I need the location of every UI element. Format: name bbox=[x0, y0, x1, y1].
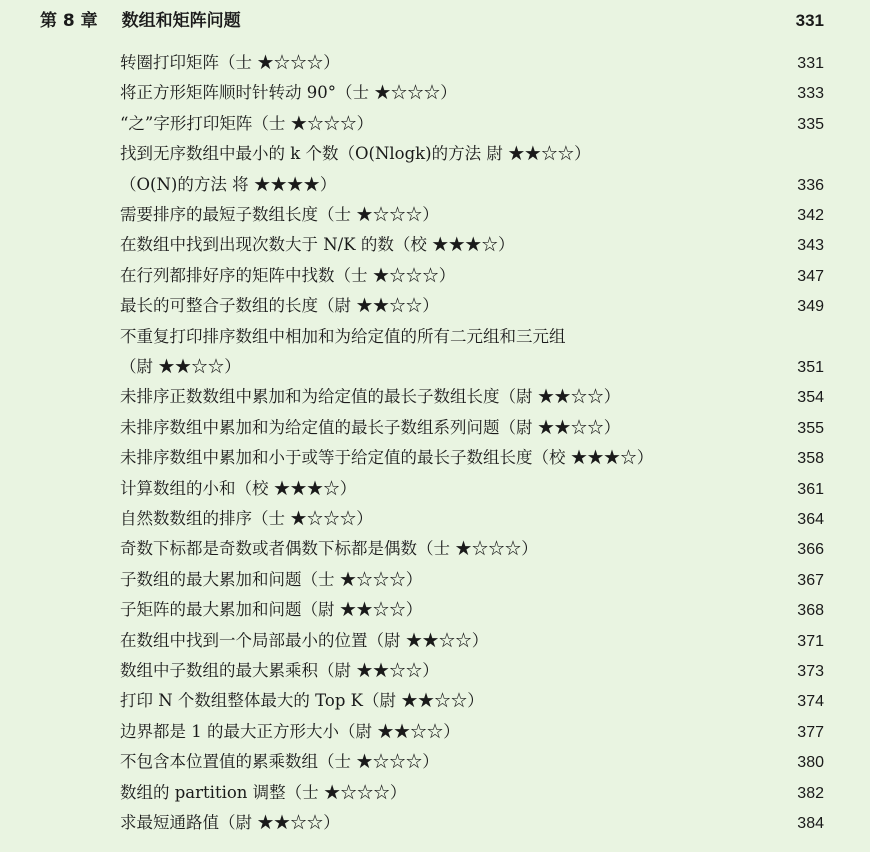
toc-entry-title: 子数组的最大累加和问题（士 ★☆☆☆） bbox=[120, 569, 423, 589]
toc-entry bbox=[120, 656, 824, 686]
toc-entry-title: 未排序数组中累加和为给定值的最长子数组系列问题（尉 ★★☆☆） bbox=[120, 417, 621, 437]
toc-entry bbox=[120, 778, 824, 808]
toc-entry bbox=[120, 352, 824, 382]
toc-entry bbox=[120, 808, 824, 838]
toc-entry-title: 不重复打印排序数组中相加和为给定值的所有二元组和三元组 bbox=[120, 326, 566, 346]
toc-entry-page-number: 382 bbox=[797, 784, 824, 802]
chapter-heading bbox=[40, 6, 824, 36]
toc-entry bbox=[120, 109, 824, 139]
toc-entry bbox=[120, 170, 824, 200]
toc-entry bbox=[120, 686, 824, 716]
toc-entry bbox=[120, 595, 824, 625]
toc-entry-title: 奇数下标都是奇数或者偶数下标都是偶数（士 ★☆☆☆） bbox=[120, 539, 538, 559]
toc-entry-title: 边界都是 1 的最大正方形大小（尉 ★★☆☆） bbox=[120, 721, 460, 741]
toc-entry-page-number: 342 bbox=[797, 207, 824, 224]
toc-entry bbox=[120, 200, 824, 230]
toc-entry bbox=[120, 322, 824, 352]
toc-entry-page-number: 351 bbox=[797, 359, 824, 376]
toc-entry-page-number: 343 bbox=[797, 237, 824, 255]
toc-entry-page-number: 347 bbox=[797, 267, 824, 285]
toc-entry-page-number: 354 bbox=[797, 389, 824, 407]
toc-entry bbox=[120, 48, 824, 78]
toc-entry-page-number: 380 bbox=[797, 754, 824, 772]
toc-entry bbox=[120, 291, 824, 321]
toc-entry bbox=[120, 474, 824, 504]
toc-entry-title: 求最短通路值（尉 ★★☆☆） bbox=[120, 813, 340, 832]
toc-entry-page-number: 368 bbox=[797, 602, 824, 620]
toc-entry-title: 未排序数组中累加和小于或等于给定值的最长子数组长度（校 ★★★☆） bbox=[120, 448, 654, 468]
toc-entry-title: 子矩阵的最大累加和问题（尉 ★★☆☆） bbox=[120, 600, 423, 620]
toc-entry-page-number: 355 bbox=[797, 419, 824, 437]
toc-entry-title: 找到无序数组中最小的 k 个数（O(Nlogk)的方法 尉 ★★☆☆） bbox=[120, 144, 591, 164]
toc-entry-title: 最长的可整合子数组的长度（尉 ★★☆☆） bbox=[120, 296, 439, 316]
toc-entry-page-number: 361 bbox=[797, 480, 824, 498]
toc-entry-title: 在行列都排好序的矩阵中找数（士 ★☆☆☆） bbox=[120, 265, 456, 285]
toc-entry-title: （O(N)的方法 将 ★★★★） bbox=[120, 174, 337, 194]
toc-entry bbox=[120, 534, 824, 564]
toc-entry-page-number: 384 bbox=[797, 815, 824, 832]
toc-entry-page-number: 373 bbox=[797, 663, 824, 680]
toc-entry-title: 数组中子数组的最大累乘积（尉 ★★☆☆） bbox=[120, 661, 439, 680]
toc-entry-title: 转圈打印矩阵（士 ★☆☆☆） bbox=[120, 53, 340, 72]
toc-entry-page-number: 358 bbox=[797, 450, 824, 468]
toc-entry-page-number: 336 bbox=[797, 176, 824, 194]
toc-entry bbox=[120, 626, 824, 656]
toc-entry-title: 计算数组的小和（校 ★★★☆） bbox=[120, 478, 357, 498]
toc-entry bbox=[120, 413, 824, 443]
toc-entry bbox=[120, 443, 824, 473]
toc-entry-page-number: 333 bbox=[797, 85, 824, 103]
chapter-title: 数组和矩阵问题 bbox=[121, 11, 241, 31]
toc-entry-page-number: 367 bbox=[797, 571, 824, 589]
toc-entry-title: 需要排序的最短子数组长度（士 ★☆☆☆） bbox=[120, 205, 439, 224]
toc-entry bbox=[120, 139, 824, 169]
chapter-page-number: 331 bbox=[795, 11, 824, 30]
toc-entry-title: （尉 ★★☆☆） bbox=[120, 357, 241, 376]
toc-entry-title: 在数组中找到出现次数大于 N/K 的数（校 ★★★☆） bbox=[120, 235, 515, 255]
toc-entry-page-number: 331 bbox=[797, 55, 824, 72]
toc-entry bbox=[120, 504, 824, 534]
toc-entry-page-number: 335 bbox=[797, 115, 824, 133]
toc-entry-title: 将正方形矩阵顺时针转动 90°（士 ★☆☆☆） bbox=[120, 83, 457, 103]
toc-entry-page-number: 371 bbox=[797, 632, 824, 650]
toc-entry-title: 未排序正数数组中累加和为给定值的最长子数组长度（尉 ★★☆☆） bbox=[120, 387, 621, 407]
toc-entry-page-number: 349 bbox=[797, 298, 824, 316]
toc-entry bbox=[120, 382, 824, 412]
toc-entry-page-number: 366 bbox=[797, 541, 824, 559]
toc-entry bbox=[120, 261, 824, 291]
toc-entry bbox=[120, 747, 824, 777]
toc-entry bbox=[120, 717, 824, 747]
toc-entry-title: 在数组中找到一个局部最小的位置（尉 ★★☆☆） bbox=[120, 630, 489, 650]
toc-entry-title: 不包含本位置值的累乘数组（士 ★☆☆☆） bbox=[120, 752, 439, 772]
toc-entry-title: 自然数数组的排序（士 ★☆☆☆） bbox=[120, 509, 373, 528]
chapter-number: 第 8 章 bbox=[40, 11, 98, 31]
toc-entry-title: “之”字形打印矩阵（士 ★☆☆☆） bbox=[120, 113, 374, 133]
toc-entry bbox=[120, 78, 824, 108]
toc-entry bbox=[120, 565, 824, 595]
toc-entry-page-number: 364 bbox=[797, 511, 824, 528]
toc-entry-page-number: 377 bbox=[797, 723, 824, 741]
toc-entry-title: 打印 N 个数组整体最大的 Top K（尉 ★★☆☆） bbox=[120, 691, 484, 711]
toc-entry-title: 数组的 partition 调整（士 ★☆☆☆） bbox=[120, 782, 407, 802]
toc-entry-page-number: 374 bbox=[797, 693, 824, 711]
toc-entry bbox=[120, 230, 824, 260]
